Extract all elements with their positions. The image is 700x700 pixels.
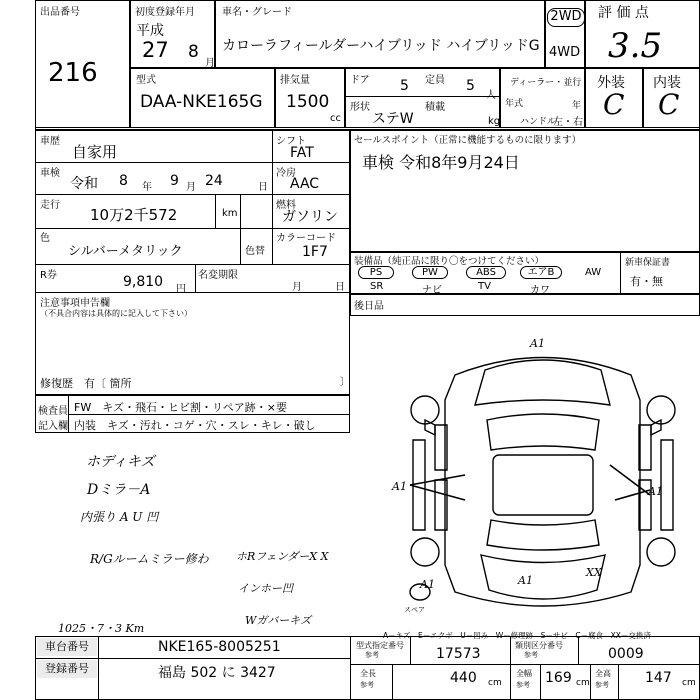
mileage-value: 10万2千572 [90,206,178,224]
equipment-label: 装備品（純正品に限り〇をつけてください） [354,256,545,267]
warranty-divider [620,252,621,294]
bottom-mid-divider [350,636,351,700]
body-shape-label: 形状 [350,102,370,113]
hand-note-5: ホRフェンダーX X [236,550,329,563]
warranty-value: 有・無 [630,275,663,288]
sales-point-cell [350,130,700,252]
first-reg-year: 27 [142,38,169,62]
height-label: 全高 [595,669,611,678]
hand-note-1: ホディキズ [86,454,155,470]
length-label: 全長 [360,669,376,678]
category-left-divider [510,636,511,700]
expiry-month-unit: 月 [292,282,302,293]
mileage-label: 走行 [40,200,60,211]
equip-sr: SR [370,281,384,292]
drive-2wd: 2WD [547,8,585,27]
history-value: 自家用 [72,143,118,161]
width-label: 全幅 [516,669,532,678]
car-name-value: カローラフィールダーハイブリッド ハイブリッドG [222,38,540,54]
height-divider [618,664,619,700]
inspector-row-divider [68,414,350,415]
diagram-mark-rear-left: A1 [420,578,435,591]
fuel-label: 燃料 [276,200,296,211]
displacement-label: 排気量 [280,75,310,86]
doors-value: 5 [400,78,409,94]
history-label: 車歴 [40,136,60,147]
drive-4wd: 4WD [549,45,581,60]
equip-airbag: エアB [520,266,562,279]
diagram-mark-rear-right: XX [586,566,602,579]
sales-point-label: セールスポイント（正常に機能するものに限ります） [354,135,582,146]
recycle-divider [195,264,196,292]
evaluation-label: 評 価 点 [598,5,649,21]
interior-grade: C [658,88,680,121]
color-label: 色 [40,233,50,244]
inspection-month: 9 [170,173,179,189]
width-divider [540,664,541,700]
first-reg-label: 初度登録年月 [135,7,195,18]
recycle-unit: 円 [176,284,186,295]
inspection-day-unit: 日 [258,182,268,193]
recycle-value: 9,810 [123,274,164,290]
equip-pw: PW [412,266,448,279]
inspection-day: 24 [205,173,223,189]
recycle-label: R券 [40,270,57,281]
car-damage-diagram [395,330,690,625]
color-divider [240,228,241,264]
shift-value: FAT [290,145,314,161]
lot-number: 216 [48,58,98,88]
bottom-row-divider [35,658,350,659]
type-designation-value: 17573 [436,646,481,662]
height-sub: 参考 [595,681,609,689]
inspector-label-2: 記入欄 [38,421,68,432]
category-sub: 参考 [524,651,538,659]
chassis-divider [98,636,99,700]
category-label: 類別区分番号 [515,641,563,650]
equip-abs: ABS [466,266,506,279]
length-value: 440 [450,670,477,686]
equip-tv: TV [478,281,491,292]
color-code-label-2: 色替 [245,246,265,257]
row-divider-5 [35,292,350,293]
doors-divider [345,96,500,97]
color-value: シルバーメタリック [68,244,183,259]
inspection-month-unit: 月 [186,182,196,193]
mileage-unit-divider [215,194,216,228]
dealer-label: ディーラー・並行 [510,78,582,88]
mileage-end-divider [240,194,241,228]
dealer-year-label: 年式 [505,99,524,109]
dealer-handle-label: ハンドル [520,117,557,127]
shift-divider [272,130,273,228]
model-label: 型式 [136,75,156,86]
category-value: 0009 [608,646,644,662]
displacement-unit: cc [330,113,341,124]
first-reg-month-unit: 月 [205,58,215,69]
notes-label: 注意事項申告欄 [40,298,110,309]
hand-note-8: 1025・7・3 Km [58,622,145,635]
inspector-row-2: 内装 キズ・汚れ・コゲ・穴・スレ・キレ・破し [74,419,316,432]
aftermarket-cell [350,294,700,316]
lot-label: 出品番号 [40,7,80,18]
capacity-value: 5 [466,78,475,94]
chassis-value: NKE165-8005251 [158,639,281,655]
plate-value: 福島 502 に 3427 [158,665,276,681]
repair-label: 修復歴 有〔 箇所 [40,377,132,390]
first-reg-month: 8 [188,42,199,62]
length-sub: 参考 [360,681,374,689]
type-designation-divider [410,636,411,664]
first-reg-era: 平成 [136,23,164,39]
legend: A－キズ E－エクボ U－凹み W－修理跡 S－サビ C－腐食 XX－交換済 [383,631,651,640]
interior-label: 内装 [653,75,681,91]
hand-note-6: インホー凹 [238,582,293,595]
model-value: DAA-NKE165G [140,92,263,112]
inspector-row-1: FW キズ・飛石・ヒビ割・リペア跡・×要 [74,401,287,414]
equip-navi: ナビ [422,285,442,296]
bottom-right-row-divider [350,664,700,665]
expiry-label: 名変期限 [198,270,238,281]
chassis-label: 車台番号 [37,638,97,656]
type-designation-label: 型式指定番号 [356,641,404,650]
width-value: 169 [545,670,572,686]
height-unit: cm [682,678,696,688]
body-shape-value: ステW [372,111,414,127]
inspection-era: 令和 [70,176,98,192]
plate-label: 登録番号 [37,660,97,678]
shift-label: シフト [276,136,306,147]
exterior-label: 外装 [597,75,625,91]
row-divider-2 [35,194,350,195]
dealer-handle-options: 左・右 [553,117,583,128]
diagram-mark-left: A1 [392,480,407,493]
load-unit: kg [488,116,501,127]
width-sub: 参考 [516,681,530,689]
mileage-unit: km [222,208,238,219]
inspector-label-1: 検査員 [38,406,68,417]
color-divider-2 [272,228,273,264]
color-code-label: カラーコード [276,233,336,244]
inspection-year: 8 [119,173,128,189]
cooling-value: AAC [290,176,320,192]
height-value: 147 [645,670,672,686]
diagram-mark-rear: A1 [518,574,533,587]
hand-note-3: 内張り A U 凹 [80,510,159,524]
equip-ps: PS [358,266,394,279]
aftermarket-label: 後日品 [354,301,384,312]
fuel-value: ガソリン [282,209,338,225]
hand-note-4: R/Gルームミラー修わ [90,552,209,566]
hand-note-2: Dミラ－A [87,482,151,498]
sales-point-value: 車検 令和8年9月24日 [362,153,520,172]
row-divider-4 [35,264,350,265]
equip-aw: AW [585,267,602,278]
capacity-unit: 人 [486,90,496,101]
evaluation-score: 3.5 [608,26,663,66]
displacement-value: 1500 [286,92,330,112]
length-divider [392,664,393,700]
type-designation-sub: 参考 [365,651,379,659]
expiry-day-unit: 日 [335,282,345,293]
category-divider [578,636,579,664]
row-divider-1 [35,162,350,163]
exterior-grade: C [603,88,625,121]
doors-label: ドア [350,75,370,86]
load-label: 積載 [425,102,445,113]
hand-note-7: Wガバーキズ [245,614,312,627]
length-unit: cm [488,678,502,688]
cooling-label: 冷房 [276,168,296,179]
height-left-divider [590,664,591,700]
repair-close: 〕 [340,377,350,388]
diagram-spare-label: スペア [404,606,425,614]
equip-leather: カワ [530,285,550,296]
inspection-label: 車検 [40,168,60,179]
diagram-mark-right: A1 [648,485,663,498]
inspection-year-unit: 年 [142,182,152,193]
width-unit: cm [576,678,590,688]
notes-sub: （不具合内容は具体的に記入して下さい） [40,309,192,318]
diagram-mark-front: A1 [530,337,545,350]
dealer-year-unit: 年 [572,101,582,111]
capacity-label: 定員 [425,75,445,86]
warranty-label: 新車保証書 [625,258,671,268]
color-code-value: 1F7 [302,244,328,260]
info-block [35,130,350,395]
car-name-label: 車名・グレード [222,7,292,18]
